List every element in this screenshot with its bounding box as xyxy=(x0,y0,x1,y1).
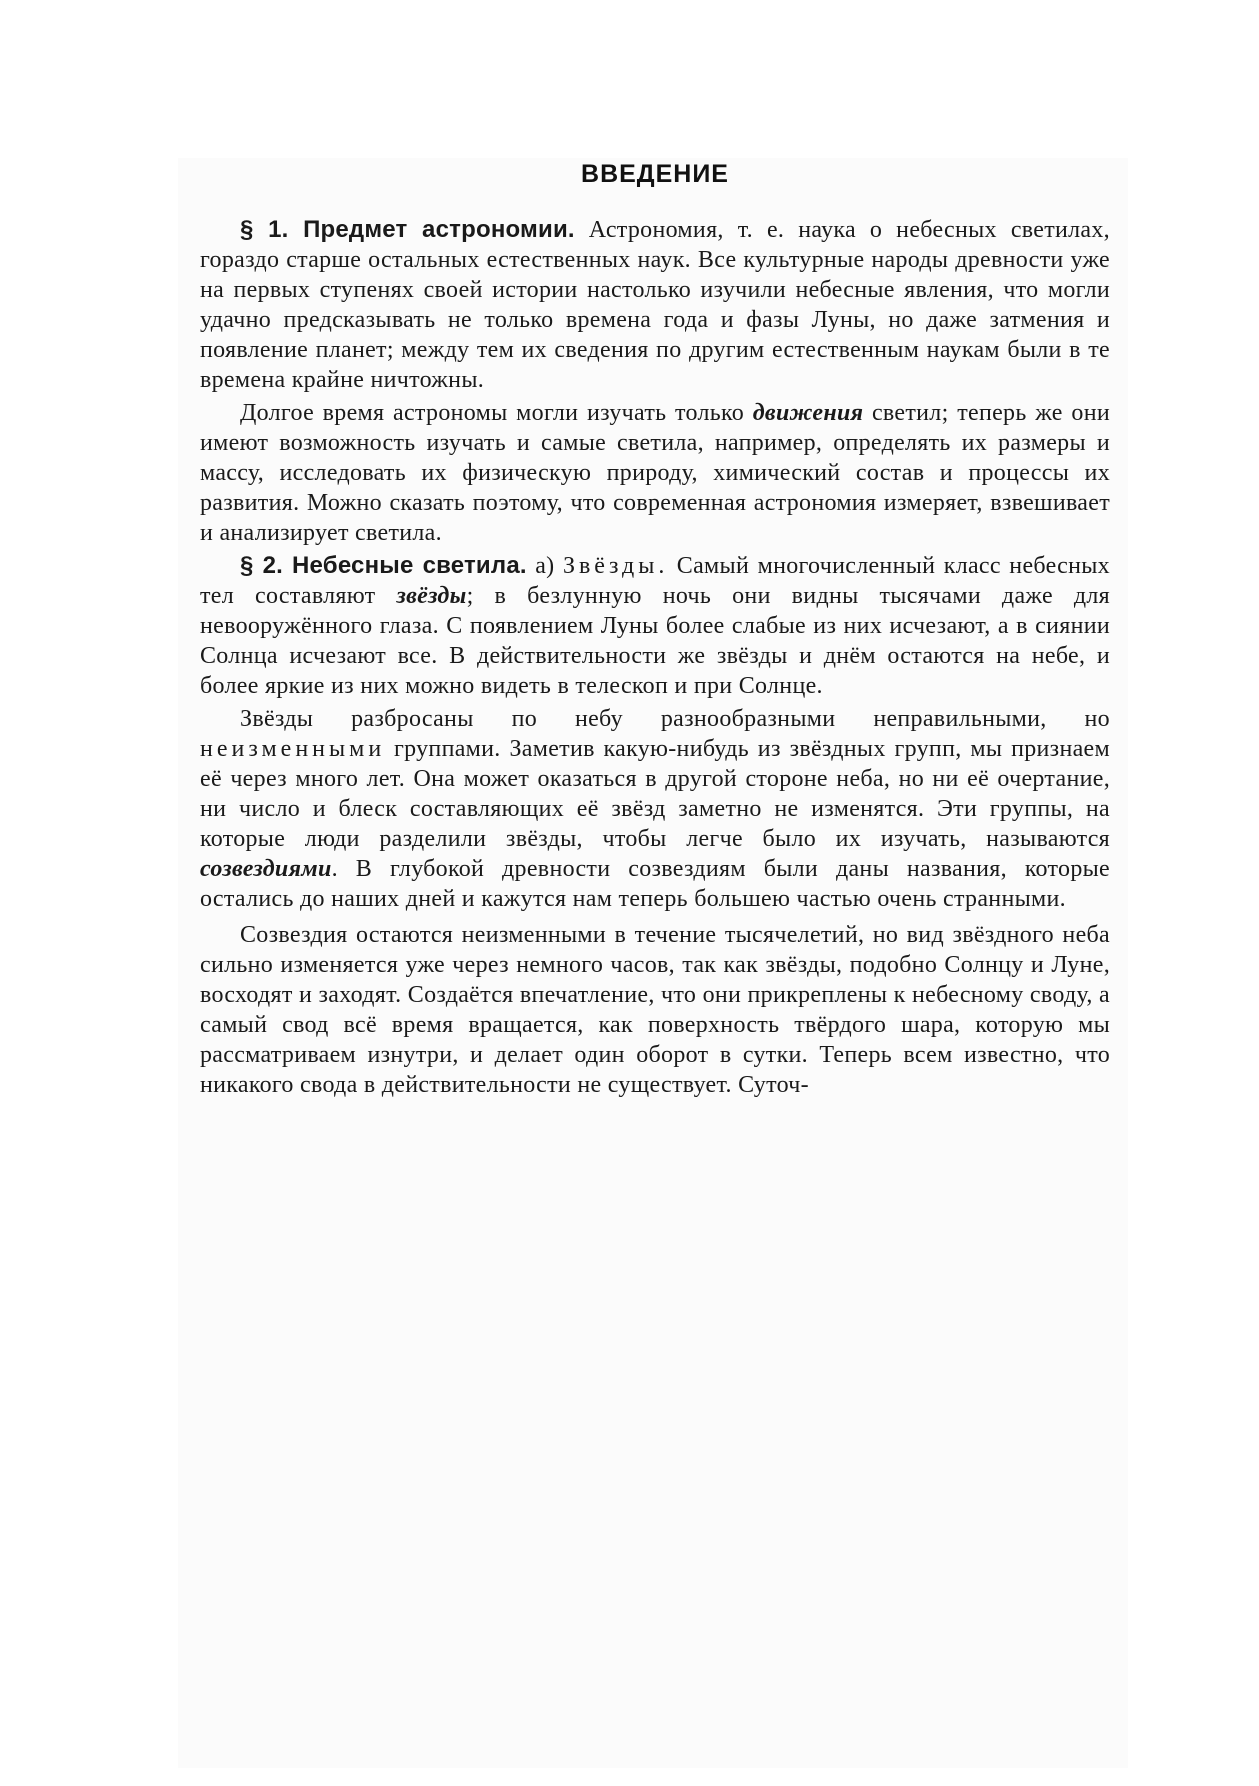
section2-p2-sparse: неизменными xyxy=(200,736,386,762)
section1-paragraph2 xyxy=(200,398,1110,548)
section2-p2-middle: группами. Заметив какую-нибудь из звёздных групп, мы признаем её через много лет. Она может оказаться в другой стороне неба, но ни её очертание, ни число и блеск составляющих её звёзд заметно не изменятся. Эти группы, на которые люди разделили звёзды, чтобы легче было их изучать, называются xyxy=(200,736,1110,852)
chapter-title: ВВЕДЕНИЕ xyxy=(581,160,729,188)
section2-p3-text: Созвездия остаются неизменными в течение тысячелетий, но вид звёздного неба сильно изменяется уже через немного часов, так как звёзды, подобно Солнцу и Луне, восходят и заходят. Создаётся впечатление, что они прикреплены к небесному своду, а самый свод всё время вращается, как поверхность твёрдого шара, которую мы рассматриваем изнутри, и делает один оборот в сутки. Теперь всем известно, что никакого свода в действительности не существует. Суточ- xyxy=(200,922,1110,1098)
text-block xyxy=(200,160,1110,1103)
section2-p1-after: ; в безлунную ночь они видны тысячами даже для невооружённого глаза. С появлением Луны более слабые из них исчезают, а в сиянии Солнца исчезают все. В действительности же звёзды и днём остаются на небе, и более яркие из них можно видеть в телескоп и при Солнце. xyxy=(200,583,1111,699)
section1-p2-after: светил; теперь же они имеют возможность изучать и самые светила, например, определять их размеры и массу, исследовать их физическую природу, химический состав и процессы их развития. Можно сказать поэтому, что современная астрономия измеряет, взвешивает и анализирует светила. xyxy=(200,400,1110,546)
section1-p2-emphasis: движения xyxy=(752,400,864,426)
section2-p1-before: Самый многочисленный класс небесных тел составляют xyxy=(200,553,1110,609)
section2-paragraph3 xyxy=(200,920,1110,1100)
section1-heading: § 1. Предмет астрономии. xyxy=(240,216,575,243)
section2-paragraph1 xyxy=(200,551,1110,701)
section1-paragraph1-text: Астрономия, т. е. наука о небесных светилах, гораздо старше остальных естественных наук. Все культурные народы древности уже на первых ступенях своей истории настолько изучили небесные явления, что могли удачно предсказывать не только времена года и фазы Луны, но даже затмения и появление планет; между тем их сведения по другим естественным наукам были в те времена крайне ничтожны. xyxy=(200,217,1110,393)
section1-paragraph1 xyxy=(200,215,1110,395)
section2-sub-title: Звёзды. xyxy=(562,553,669,579)
section1-p2-before: Долгое время астрономы могли изучать только xyxy=(240,400,753,426)
section2-heading: § 2. Небесные светила. xyxy=(240,552,527,579)
section2-sub-label: а) xyxy=(535,553,555,579)
section2-paragraph2 xyxy=(200,704,1110,914)
section2-p2-before: Звёзды разбросаны по небу разнообразными неправильными, но xyxy=(240,706,1110,732)
section2-p1-emphasis: звёзды xyxy=(396,583,467,609)
section2-p2-emphasis: созвездиями xyxy=(200,856,332,882)
section2-p2-after: . В глубокой древности созвездиям были даны названия, которые остались до наших дней и кажутся нам теперь большею частью очень странными. xyxy=(200,856,1110,912)
